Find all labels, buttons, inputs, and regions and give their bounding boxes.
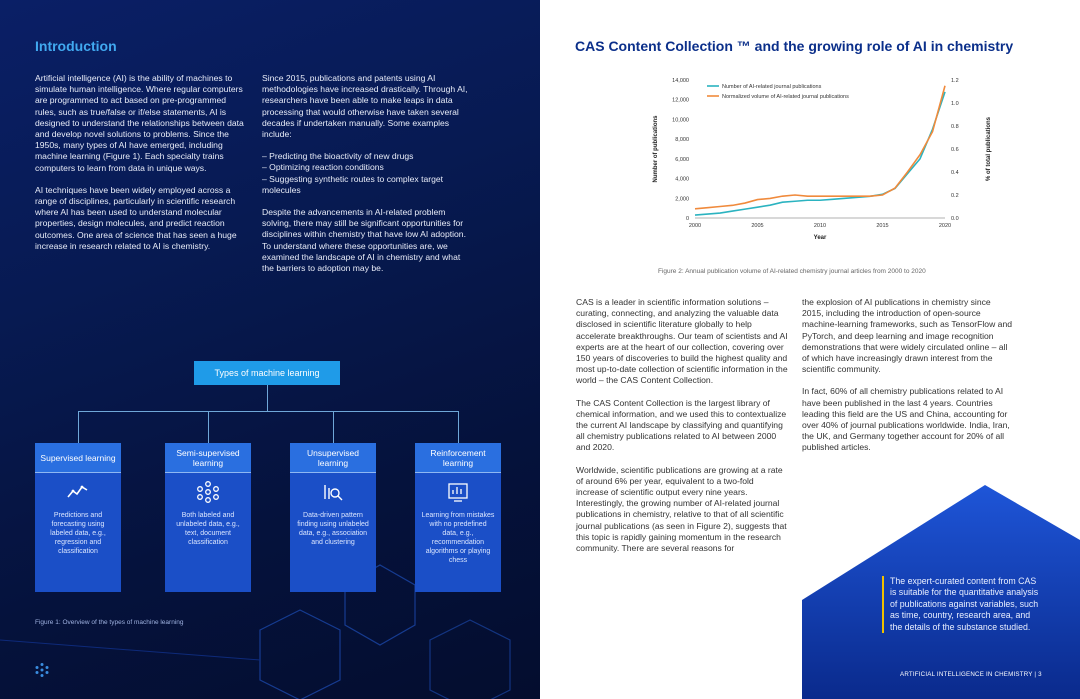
page-footer: ARTIFICIAL INTELLIGENCE IN CHEMISTRY | 3 bbox=[900, 671, 1042, 678]
y-tick-label: 14,000 bbox=[672, 78, 689, 84]
examples-list bbox=[262, 151, 474, 196]
paragraph: Artificial intelligence (AI) is the ability of machines to simulate human intelligence. Where regular computers are programmed to act based on pre-programmed rules, such as true/false or if/else statements, AI is designed to understand the relationships between data and develop novel solutions to problems. Since the 1950s, many types of AI have emerged, including machine learning (Figure 1). Each specialty trains computers to learn from data in unique ways. bbox=[35, 73, 244, 173]
y-axis-title: Number of publications bbox=[653, 115, 659, 183]
trend-chart-icon bbox=[35, 473, 121, 511]
card-title: Reinforcement learning bbox=[415, 443, 501, 473]
cas-logo-icon bbox=[34, 662, 50, 683]
intro-column-2 bbox=[262, 73, 474, 285]
list-item: – Predicting the bioactivity of new drugs bbox=[262, 151, 474, 162]
diagram-root-box: Types of machine learning bbox=[194, 361, 340, 385]
card-description: Both labeled and unlabeled data, e.g., text, document classification bbox=[176, 512, 240, 546]
y-tick-label: 12,000 bbox=[672, 97, 689, 104]
dashboard-icon bbox=[415, 473, 501, 511]
right-page bbox=[540, 0, 1080, 699]
x-tick-label: 2020 bbox=[938, 223, 952, 229]
paragraph: Worldwide, scientific publications are growing at a rate of around 6% per year, equivalent to a two-fold increase of scientific output every nine years. Interestingly, the growing number of AI-related journal publications in chemistry, relative to that of all scientific journal publications (as seen in Figure 2), suggests that this topic is rapidly gaining momentum in the research community. There are several reasons for bbox=[576, 464, 787, 554]
y2-tick-label: 0.6 bbox=[951, 147, 959, 153]
legend-label: Number of AI-related journal publications bbox=[722, 84, 822, 90]
connector-line bbox=[333, 411, 334, 443]
connector-line bbox=[267, 385, 268, 411]
y-tick-label: 2,000 bbox=[675, 196, 689, 203]
legend-label: Normalized volume of AI-related journal publications bbox=[722, 94, 849, 100]
y2-tick-label: 0.0 bbox=[951, 216, 959, 222]
paragraph: Since 2015, publications and patents using AI methodologies have increased drastically. Through AI, researchers have been able to make leaps in data processing that would otherwise have taken several decades if undertaken manually. Some examples include: bbox=[262, 73, 468, 140]
connector-line bbox=[78, 411, 79, 443]
card-description: Learning from mistakes with no predefined data, e.g., recommendation algorithms or playing chess bbox=[421, 512, 495, 564]
y-tick-label: 10,000 bbox=[672, 117, 689, 124]
card-title: Semi-supervised learning bbox=[165, 443, 251, 473]
ml-type-card-supervised bbox=[35, 443, 121, 592]
molecule-network-icon bbox=[165, 473, 251, 511]
y-tick-label: 4,000 bbox=[675, 176, 689, 183]
x-tick-label: 2005 bbox=[751, 223, 764, 229]
figure-caption: Figure 2: Annual publication volume of AI-related chemistry journal articles from 2000 to 2020 bbox=[658, 268, 926, 275]
y-tick-label: 0 bbox=[685, 216, 689, 222]
card-description: Data-driven pattern finding using unlabeled data, e.g., association and clustering bbox=[297, 512, 369, 546]
intro-column-1 bbox=[35, 73, 245, 263]
y2-tick-label: 1.2 bbox=[951, 78, 959, 84]
callout-quote: The expert-curated content from CAS is suitable for the quantitative analysis of publications against variables, such as time, country, research area, and the details of the substance studied. bbox=[882, 576, 1042, 633]
connector-line bbox=[78, 411, 458, 412]
x-tick-label: 2010 bbox=[813, 223, 827, 229]
y-tick-label: 6,000 bbox=[675, 156, 689, 163]
paragraph: The CAS Content Collection is the largest library of chemical information, and we used this to contextualize the current AI landscape by classifying and quantifying all chemistry publications related to AI between 2000 and 2020. bbox=[576, 397, 787, 453]
card-description: Predictions and forecasting using labeled data, e.g., regression and classification bbox=[50, 512, 106, 555]
paragraph: CAS is a leader in scientific information solutions – curating, connecting, and analyzing the valuable data disclosed in scientific literature globally to help accelerate breakthroughs. Our team of scientists and AI experts are at the heart of our collection, covering over 150 years of discoveries to build the highest quality and most up-to-date collection of scientific information in the world – the CAS Content Collection. bbox=[576, 297, 788, 386]
ml-type-card-reinforcement bbox=[415, 443, 501, 592]
figure-caption: Figure 1: Overview of the types of machine learning bbox=[35, 619, 184, 626]
section-title: Introduction bbox=[35, 38, 117, 54]
paragraph: In fact, 60% of all chemistry publications related to AI have been published in the last 4 years. Countries leading this field are the US and China, accounting for over 40% of journal publications worldwide. India, Iran, the UK, and Germany together account for 20% of all published articles. bbox=[802, 386, 1010, 453]
y2-tick-label: 1.0 bbox=[951, 101, 959, 107]
paragraph: AI techniques have been widely employed across a range of disciplines, particularly in scientific research where AI has been used to understand molecular properties, design molecules, and predict reaction outcomes. One area of science that has seen a huge increase in research related to AI is chemistry. bbox=[35, 184, 237, 251]
x-tick-label: 2000 bbox=[688, 223, 702, 229]
x-axis-title: Year bbox=[813, 235, 827, 241]
y2-tick-label: 0.4 bbox=[951, 170, 959, 176]
connector-line bbox=[208, 411, 209, 443]
list-item: – Suggesting synthetic routes to complex target molecules bbox=[262, 174, 474, 196]
ml-type-card-unsupervised bbox=[290, 443, 376, 592]
y2-axis-title: % of total publications bbox=[986, 117, 992, 181]
y2-tick-label: 0.2 bbox=[951, 193, 959, 199]
magnify-bars-icon bbox=[290, 473, 376, 511]
y2-tick-label: 0.8 bbox=[951, 124, 959, 130]
list-item: – Optimizing reaction conditions bbox=[262, 162, 474, 173]
x-tick-label: 2015 bbox=[876, 223, 889, 229]
page-title: CAS Content Collection ™ and the growing role of AI in chemistry bbox=[575, 38, 1014, 54]
card-title: Supervised learning bbox=[35, 443, 121, 473]
card-title: Unsupervised learning bbox=[290, 443, 376, 473]
connector-line bbox=[458, 411, 459, 443]
ml-type-card-semi-supervised bbox=[165, 443, 251, 592]
paragraph: Despite the advancements in AI-related problem solving, there may still be significant opportunities for disciplines within chemistry that have low AI adoption. To understand where these opportunities are, we examined the landscape of AI in chemistry and what the barriers to adoption may be. bbox=[262, 207, 466, 274]
paragraph: the explosion of AI publications in chemistry since 2015, including the introduction of open-source machine-learning frameworks, such as TensorFlow and PyTorch, and deep learning and image recognition demonstrations that were widely circulated online – all of which have increasingly drawn interest from the scientific community. bbox=[802, 297, 1013, 375]
y-tick-label: 8,000 bbox=[675, 137, 689, 144]
